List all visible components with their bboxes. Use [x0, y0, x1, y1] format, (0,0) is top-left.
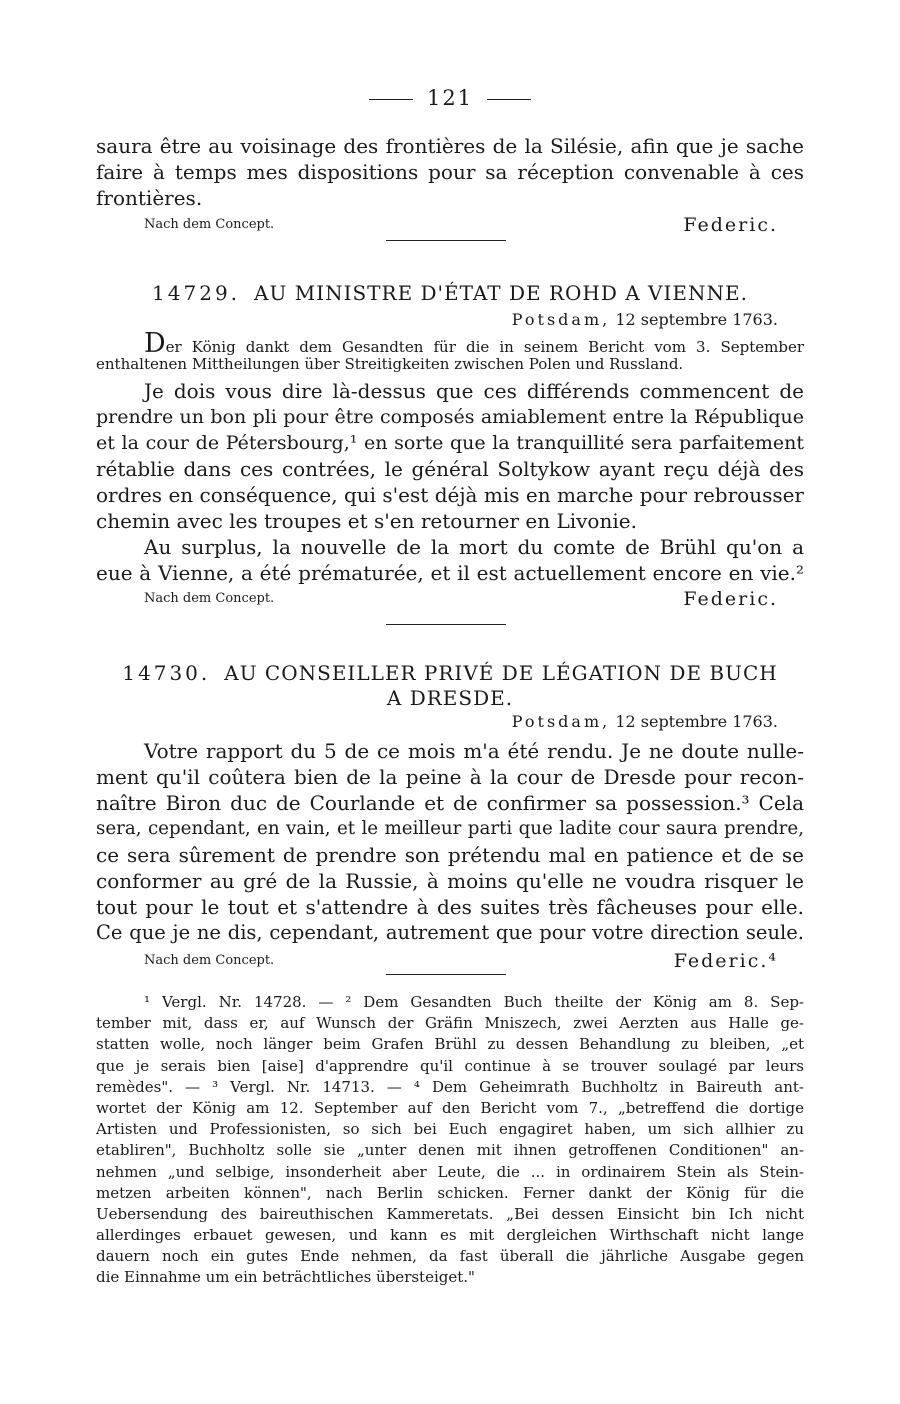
section-rule: [386, 624, 506, 625]
text-line: tout pour le tout et s'attendre à des suites très fâcheuses pour elle.: [96, 895, 804, 919]
text-line: eue à Vienne, a été prématurée, et il est actuellement encore en vie.²: [96, 561, 804, 585]
letter-heading-continued: [0, 686, 900, 710]
page-number: 121: [426, 86, 474, 110]
signature-line: [0, 586, 900, 612]
section-rule: [386, 974, 506, 975]
summary-text: er König dankt dem Gesandten für die in seinem Bericht vom 3. September: [165, 338, 804, 356]
letter-number: 14730.: [122, 661, 211, 685]
text-line: Je dois vous dire là-dessus que ces différends commencent de: [144, 379, 804, 403]
text-line: sera, cependant, en vain, et le meilleur parti que ladite cour saura prendre,: [96, 818, 804, 839]
letter-heading: [0, 281, 900, 305]
letter-heading: [0, 661, 900, 685]
letter-number: 14729.: [152, 281, 241, 305]
text-line: Votre rapport du 5 de ce mois m'a été rendu. Je ne doute nulle-: [144, 739, 804, 763]
footnote-line: Artisten und Professionisten, so sich bei Euch engagiret haben, um sich allhier zu: [96, 1120, 804, 1139]
footnotes: [96, 992, 804, 1289]
text-line: frontières.: [96, 186, 203, 210]
footnote-line: allerdinges erbauet gewesen, und kann es mit dergleichen Wirthschaft nicht lange: [96, 1226, 804, 1245]
footnote-line: die Einnahme um ein beträchtliches übersteiget.": [96, 1268, 475, 1287]
text-line: rétablie dans ces contrées, le général Soltykow ayant reçu déjà des: [96, 457, 804, 481]
source-note: Nach dem Concept.: [144, 953, 275, 968]
letter-summary: [96, 328, 804, 375]
text-line: Au surplus, la nouvelle de la mort du comte de Brühl qu'on a: [144, 535, 804, 559]
page-number-dash-left: [369, 99, 413, 100]
text-line: conformer au gré de la Russie, à moins qu'elle ne voudra risquer le: [96, 869, 804, 893]
footnote-line: metzen arbeiten können", nach Berlin schicken. Ferner dankt der König für die: [96, 1183, 804, 1202]
footnote-line: statten wolle, noch länger beim Grafen Brühl zu dessen Behandlung zu bleiben, „et: [96, 1035, 804, 1054]
summary-line: [96, 328, 804, 359]
text-line: saura être au voisinage des frontières de la Silésie, afin que je sache: [96, 134, 804, 158]
footnote-line: wortet der König am 12. September auf den Bericht vom 7., „betreffend die dortige: [96, 1098, 804, 1117]
text-line: ce sera sûrement de prendre son prétendu mal en patience et de se: [96, 843, 804, 867]
text-line: faire à temps mes dispositions pour sa réception convenable à ces: [96, 160, 804, 184]
section-rule: [386, 240, 506, 241]
page-number-dash-right: [487, 99, 531, 100]
letter-date: 12 septembre 1763.: [615, 712, 778, 731]
text-line: prendre un bon pli pour être composés amiablement entre la République: [96, 406, 804, 428]
continuation-text: [96, 133, 804, 211]
letter-place-date: [512, 310, 778, 329]
signature: Federic.: [683, 214, 778, 236]
letter-date: 12 septembre 1763.: [615, 310, 778, 329]
footnote-line: tember mit, dass er, auf Wunsch der Gräfin Mniszech, zwei Aerzten aus Halle ge-: [96, 1014, 804, 1033]
signature: Federic.⁴: [673, 950, 778, 972]
letter-title-line2: A DRESDE.: [386, 686, 514, 710]
footnote-line: nehmen „und selbige, insonderheit aber Leute, die ... in ordinairem Stein als Stein-: [96, 1162, 804, 1181]
source-note: Nach dem Concept.: [144, 591, 275, 606]
summary-initial: D: [144, 328, 166, 359]
footnote-line: dauern noch ein gutes Ende nehmen, da fast überall die jährliche Ausgabe gegen: [96, 1247, 804, 1266]
text-line: naître Biron duc de Courlande et de confirmer sa possession.³ Cela: [96, 791, 804, 815]
footnote-line: ¹ Vergl. Nr. 14728. — ² Dem Gesandten Buch theilte der König am 8. Sep-: [144, 993, 804, 1011]
letter-place: Potsdam,: [511, 712, 611, 731]
text-line: et la cour de Pétersbourg,¹ en sorte que la tranquillité sera parfaitement: [96, 432, 804, 454]
text-line: chemin avec les troupes et s'en retourner en Livonie.: [96, 509, 637, 533]
summary-line: enthaltenen Mittheilungen über Streitigkeiten zwischen Polen und Russland.: [96, 355, 684, 373]
text-line: ment qu'il coûtera bien de la peine à la cour de Dresde pour recon-: [96, 765, 804, 789]
footnote-line: remèdes". — ³ Vergl. Nr. 14713. — ⁴ Dem Geheimrath Buchholtz in Baireuth ant-: [96, 1077, 804, 1096]
letter-body: [96, 738, 804, 946]
letter-title: AU MINISTRE D'ÉTAT DE ROHD A VIENNE.: [254, 281, 748, 305]
text-line: Ce que je ne dis, cependant, autrement que pour votre direction seule.: [96, 921, 804, 944]
footnote-line: que je serais bien [aise] d'apprendre qu'il continue à se trouver soulagé par leurs: [96, 1056, 804, 1075]
footnote-line: etabliren", Buchholtz solle sie „unter denen mit ihnen getroffenen Conditionen" an-: [96, 1141, 804, 1160]
footnote-line: Uebersendung des baireuthischen Kammeretats. „Bei dessen Einsicht bin Ich nicht: [96, 1204, 804, 1223]
text-line: ordres en conséquence, qui s'est déjà mis en marche pour rebrousser: [96, 483, 804, 507]
letter-place: Potsdam,: [511, 310, 611, 329]
letter-body: [96, 378, 804, 586]
signature: Federic.: [683, 588, 778, 610]
signature-line: [0, 212, 900, 238]
letter-title: AU CONSEILLER PRIVÉ DE LÉGATION DE BUCH: [224, 661, 778, 685]
signature-line: [0, 948, 900, 974]
page-number-line: [0, 86, 900, 110]
source-note: Nach dem Concept.: [144, 217, 275, 232]
letter-place-date: [512, 712, 778, 731]
